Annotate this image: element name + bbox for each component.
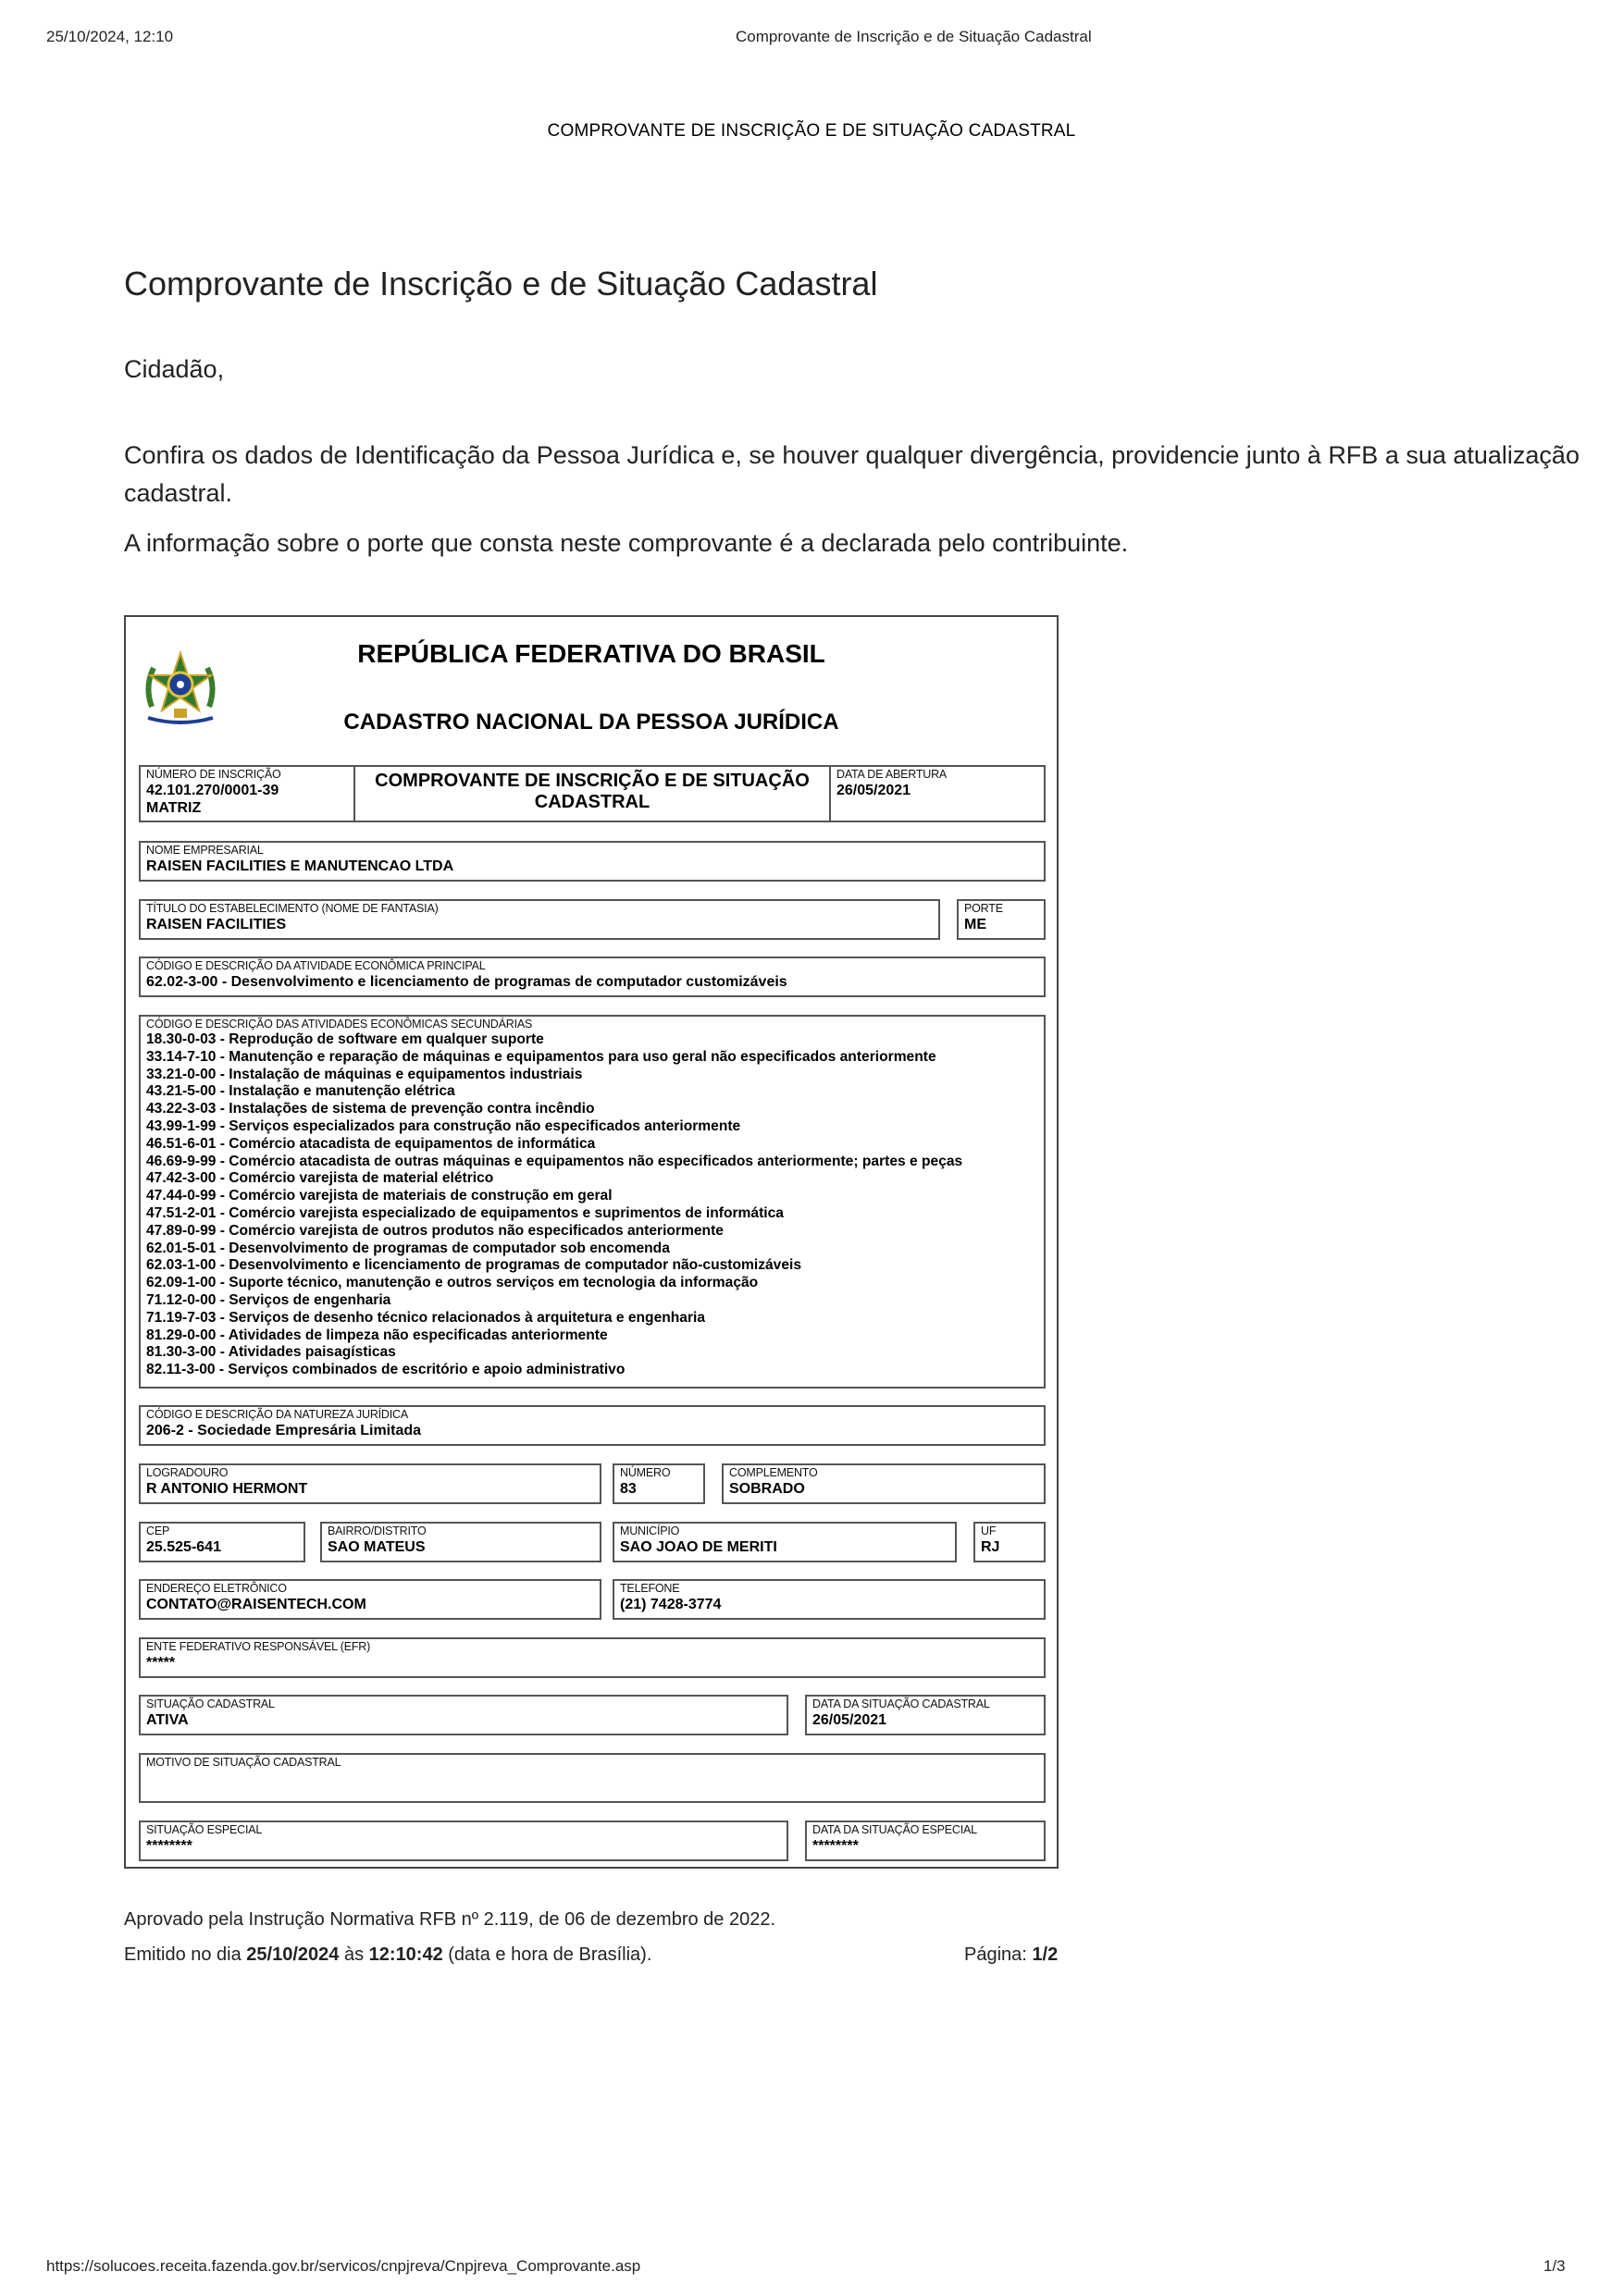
secondary-activity-item: 62.03-1-00 - Desenvolvimento e licenciamento de programas de computador não-customizáveis (146, 1257, 802, 1274)
label: TELEFONE (620, 1582, 680, 1595)
value: ME (964, 917, 986, 932)
secondary-activity-item: 47.89-0-99 - Comércio varejista de outros produtos não especificados anteriormente (146, 1222, 724, 1239)
value: ******** (812, 1838, 859, 1854)
emitido-text (124, 1944, 651, 1966)
value: CONTATO@RAISENTECH.COM (146, 1597, 366, 1612)
label: CÓDIGO E DESCRIÇÃO DAS ATIVIDADES ECONÔMICAS SECUNDÁRIAS (146, 1018, 533, 1031)
secondary-activity-item: 81.30-3-00 - Atividades paisagísticas (146, 1344, 396, 1361)
value: 42.101.270/0001-39 (146, 783, 279, 798)
intro-line1: Confira os dados de Identificação da Pessoa Jurídica e, se houver qualquer divergência, providencie junto à RFB a sua atualização (124, 441, 1580, 469)
label: DATA DE ABERTURA (836, 768, 948, 781)
value: ******** (146, 1838, 192, 1854)
emitido-prefix: Emitido no dia (124, 1944, 247, 1965)
secondary-activity-item: 43.99-1-99 - Serviços especializados para construção não especificados anteriormente (146, 1117, 741, 1134)
label: TÍTULO DO ESTABELECIMENTO (NOME DE FANTASIA) (146, 902, 439, 915)
intro-line2: cadastral. (124, 479, 233, 507)
label: MUNICÍPIO (620, 1524, 680, 1537)
field-situacao-cadastral (139, 1695, 788, 1735)
value: 206-2 - Sociedade Empresária Limitada (146, 1423, 422, 1438)
value: ***** (146, 1655, 176, 1671)
label: SITUAÇÃO CADASTRAL (146, 1697, 275, 1710)
field-porte (957, 899, 1046, 940)
field-atividade-principal (139, 957, 1046, 997)
value: 25.525-641 (146, 1539, 221, 1555)
value: ATIVA (146, 1712, 189, 1728)
value: 83 (620, 1481, 637, 1497)
emitido-date: 25/10/2024 (246, 1944, 340, 1965)
field-data-abertura (829, 765, 1046, 822)
print-page-title: Comprovante de Inscrição e de Situação Cadastral (736, 28, 1092, 45)
label: COMPLEMENTO (729, 1466, 818, 1479)
page-heading: Comprovante de Inscrição e de Situação Cadastral (124, 265, 878, 302)
label: NOME EMPRESARIAL (146, 844, 264, 857)
field-complemento (722, 1463, 1046, 1504)
secondary-activity-item: 71.12-0-00 - Serviços de engenharia (146, 1291, 391, 1308)
label: UF (981, 1524, 997, 1537)
card-title-republica: REPÚBLICA FEDERATIVA DO BRASIL (357, 639, 825, 668)
label: CEP (146, 1524, 170, 1537)
field-municipio (613, 1522, 957, 1562)
secondary-activity-item: 47.51-2-01 - Comércio varejista especializado de equipamentos e suprimentos de informática (146, 1204, 784, 1221)
secondary-activities-list (146, 1031, 962, 1379)
value-tipo: MATRIZ (146, 800, 202, 816)
emitido-suffix: (data e hora de Brasília). (442, 1944, 652, 1965)
label: BAIRRO/DISTRITO (328, 1524, 427, 1537)
field-cep (139, 1522, 305, 1562)
secondary-activity-item: 47.42-3-00 - Comércio varejista de material elétrico (146, 1170, 494, 1187)
field-email (139, 1579, 601, 1620)
greeting: Cidadão, (124, 355, 225, 383)
field-atividades-secundarias (139, 1015, 1046, 1389)
label: MOTIVO DE SITUAÇÃO CADASTRAL (146, 1756, 341, 1769)
print-page-count: 1/3 (1543, 2257, 1566, 2275)
label: CÓDIGO E DESCRIÇÃO DA NATUREZA JURÍDICA (146, 1408, 408, 1421)
secondary-activity-item: 62.01-5-01 - Desenvolvimento de programas de computador sob encomenda (146, 1240, 670, 1256)
comprovante-line1: COMPROVANTE DE INSCRIÇÃO E DE SITUAÇÃO (375, 771, 810, 791)
pagina-text (964, 1944, 1058, 1966)
value: RAISEN FACILITIES E MANUTENCAO LTDA (146, 858, 454, 874)
value: RAISEN FACILITIES (146, 917, 287, 932)
secondary-activity-item: 62.09-1-00 - Suporte técnico, manutenção e outros serviços em tecnologia da informação (146, 1275, 759, 1291)
secondary-activity-item: 46.69-9-99 - Comércio atacadista de outras máquinas e equipamentos não especificados anteriormente; partes e peças (146, 1153, 963, 1169)
field-numero-inscricao (139, 765, 355, 822)
cnpj-card (124, 615, 1059, 1869)
field-telefone (613, 1579, 1046, 1620)
label: ENDEREÇO ELETRÔNICO (146, 1582, 287, 1595)
secondary-activity-item: 33.21-0-00 - Instalação de máquinas e equipamentos industriais (146, 1066, 583, 1082)
secondary-activity-item: 43.21-5-00 - Instalação e manutenção elétrica (146, 1083, 455, 1100)
emitido-mid: às (339, 1944, 369, 1965)
field-nome-empresarial (139, 841, 1046, 882)
secondary-activity-item: 71.19-7-03 - Serviços de desenho técnico relacionados à arquitetura e engenharia (146, 1309, 706, 1326)
field-comprovante-title (353, 765, 831, 822)
secondary-activity-item: 46.51-6-01 - Comércio atacadista de equipamentos de informática (146, 1135, 596, 1152)
print-url: https://solucoes.receita.fazenda.gov.br/servicos/cnpjreva/Cnpjreva_Comprovante.asp (46, 2257, 641, 2275)
field-situacao-especial (139, 1821, 788, 1861)
secondary-activity-item: 47.44-0-99 - Comércio varejista de materiais de construção em geral (146, 1188, 613, 1204)
field-motivo (139, 1753, 1046, 1803)
label: LOGRADOURO (146, 1466, 229, 1479)
field-natureza-juridica (139, 1405, 1046, 1446)
field-logradouro (139, 1463, 601, 1504)
value: SAO JOAO DE MERITI (620, 1539, 777, 1555)
label: CÓDIGO E DESCRIÇÃO DA ATIVIDADE ECONÔMICA PRINCIPAL (146, 959, 486, 972)
value: R ANTONIO HERMONT (146, 1481, 308, 1497)
doc-top-title: COMPROVANTE DE INSCRIÇÃO E DE SITUAÇÃO CADASTRAL (547, 121, 1076, 141)
print-datetime: 25/10/2024, 12:10 (46, 28, 174, 45)
secondary-activity-item: 82.11-3-00 - Serviços combinados de escritório e apoio administrativo (146, 1362, 626, 1378)
field-titulo-estabelecimento (139, 899, 940, 940)
intro-porte: A informação sobre o porte que consta neste comprovante é a declarada pelo contribuinte. (124, 529, 1129, 557)
field-data-situacao (805, 1695, 1046, 1735)
field-uf (973, 1522, 1046, 1562)
comprovante-line2: CADASTRAL (534, 792, 650, 812)
value: 26/05/2021 (812, 1712, 887, 1728)
label: NÚMERO DE INSCRIÇÃO (146, 768, 281, 781)
label: DATA DA SITUAÇÃO CADASTRAL (812, 1697, 990, 1710)
value: SOBRADO (729, 1481, 805, 1497)
secondary-activity-item: 18.30-0-03 - Reprodução de software em qualquer suporte (146, 1031, 544, 1047)
emitido-time: 12:10:42 (368, 1944, 443, 1965)
field-bairro (320, 1522, 601, 1562)
pagina-label: Página: (964, 1944, 1033, 1965)
label: ENTE FEDERATIVO RESPONSÁVEL (EFR) (146, 1640, 371, 1653)
field-numero (613, 1463, 705, 1504)
field-data-situacao-especial (805, 1821, 1046, 1861)
label: SITUAÇÃO ESPECIAL (146, 1823, 263, 1836)
value: 62.02-3-00 - Desenvolvimento e licenciamento de programas de computador customizáveis (146, 974, 787, 990)
pagina-value: 1/2 (1032, 1944, 1059, 1965)
value: 26/05/2021 (836, 783, 911, 798)
secondary-activity-item: 33.14-7-10 - Manutenção e reparação de máquinas e equipamentos para uso geral não especificados anteriormente (146, 1048, 936, 1065)
label: PORTE (964, 902, 1003, 915)
aprovado-text: Aprovado pela Instrução Normativa RFB nº 2.119, de 06 de dezembro de 2022. (124, 1909, 776, 1930)
value: SAO MATEUS (328, 1539, 426, 1555)
secondary-activity-item: 43.22-3-03 - Instalações de sistema de prevenção contra incêndio (146, 1101, 595, 1117)
label: NÚMERO (620, 1466, 671, 1479)
secondary-activity-item: 81.29-0-00 - Atividades de limpeza não especificadas anteriormente (146, 1327, 608, 1343)
card-title-cnpj: CADASTRO NACIONAL DA PESSOA JURÍDICA (343, 710, 839, 734)
value: (21) 7428-3774 (620, 1597, 722, 1612)
label: DATA DA SITUAÇÃO ESPECIAL (812, 1823, 977, 1836)
value: RJ (981, 1539, 1000, 1555)
field-efr (139, 1637, 1046, 1678)
